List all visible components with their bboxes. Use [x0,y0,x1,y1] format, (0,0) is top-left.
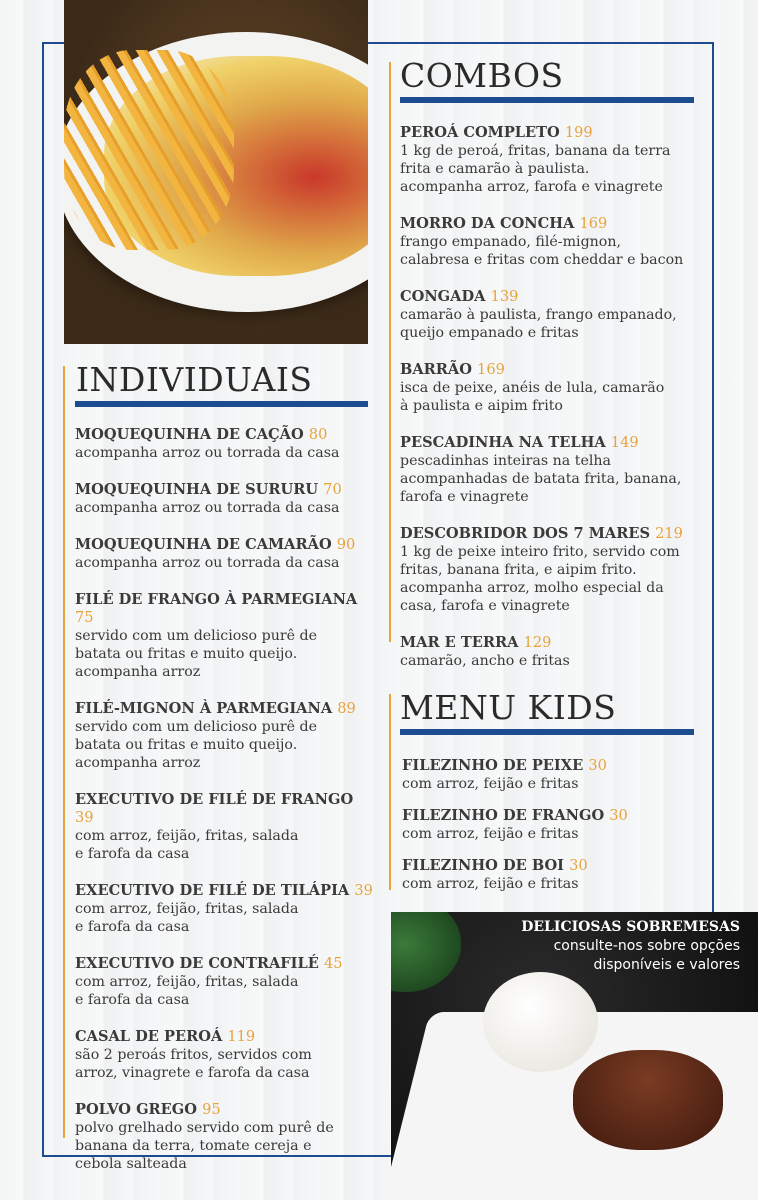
menu-item [75,882,375,936]
fries-shape [64,50,234,250]
item-price: 169 [477,361,505,378]
item-description: com arroz, feijão, fritas, salada e farofa da casa [75,974,299,1008]
parmegiana-photo [64,0,368,344]
item-name [75,1028,375,1046]
combos-list [400,124,710,670]
item-price: 70 [323,481,342,498]
item-name [75,955,375,973]
item-description: pescadinhas inteiras na telha acompanhadas de batata frita, banana, farofa e vinagrete [400,453,682,505]
dessert-title: DELICIOSAS SOBREMESAS [521,919,740,935]
item-price: 30 [609,807,628,824]
item-name-text: FILÉ-MIGNON À PARMEGIANA [75,700,333,717]
item-price: 30 [588,757,607,774]
item-name-text: EXECUTIVO DE FILÉ DE FRANGO [75,791,354,808]
item-price: 30 [569,857,588,874]
item-description: acompanha arroz ou torrada da casa [75,555,340,571]
item-name-text: EXECUTIVO DE CONTRAFILÉ [75,955,319,972]
menu-item [402,807,702,843]
item-name-text: BARRÃO [400,361,472,378]
individuais-list [75,426,375,1173]
item-description: acompanha arroz ou torrada da casa [75,500,340,516]
combos-bar [400,97,694,103]
item-name-text: MOQUEQUINHA DE CAÇÃO [75,426,304,443]
item-description: são 2 peroás fritos, servidos com arroz, vinagrete e farofa da casa [75,1047,312,1081]
item-name [400,215,710,233]
item-name [75,426,375,444]
item-price: 119 [227,1028,256,1045]
menu-item [400,634,710,670]
individuais-title: INDIVIDUAIS [76,360,313,399]
item-name [400,634,710,652]
item-price: 39 [75,809,94,826]
item-description: servido com um delicioso purê de batata ou fritas e muito queijo. acompanha arroz [75,719,317,771]
menu-item [400,215,710,269]
individuais-accent-line [63,366,65,1138]
item-name-text: CASAL DE PEROÁ [75,1028,223,1045]
item-description: com arroz, feijão e fritas [402,876,579,892]
individuais-bar [75,401,368,407]
menu-item [75,791,375,863]
leaf-shape [391,912,461,992]
item-price: 39 [354,882,373,899]
menu-item [400,361,710,415]
item-description: com arroz, feijão, fritas, salada e farofa da casa [75,828,299,862]
item-price: 129 [523,634,552,651]
lava-cake-shape [573,1050,723,1150]
menu-item [75,536,375,572]
menu-item [402,757,702,793]
item-name [402,807,702,825]
menu-item [75,1101,375,1173]
item-name [75,700,375,718]
item-name-text: PEROÁ COMPLETO [400,124,560,141]
item-price: 139 [490,288,519,305]
item-name-text: CONGADA [400,288,486,305]
item-name [400,525,710,543]
item-description: com arroz, feijão e fritas [402,826,579,842]
item-name-text: MOQUEQUINHA DE CAMARÃO [75,536,332,553]
dessert-caption [521,918,740,975]
item-name [400,361,710,379]
item-price: 75 [75,609,94,626]
item-name [75,882,375,900]
icecream-shape [483,972,598,1072]
item-description: camarão, ancho e fritas [400,653,570,669]
item-name [75,591,375,627]
menu-item [75,955,375,1009]
item-name-text: DESCOBRIDOR DOS 7 MARES [400,525,651,542]
menu-item [402,857,702,893]
menu-item [75,1028,375,1082]
menu-item [75,481,375,517]
menu-item [400,288,710,342]
item-name-text: FILÉ DE FRANGO À PARMEGIANA [75,591,358,608]
item-name [75,1101,375,1119]
item-name [75,536,375,554]
item-price: 149 [610,434,639,451]
item-description: com arroz, feijão e fritas [402,776,579,792]
item-name-text: FILEZINHO DE BOI [402,857,564,874]
menu-item [75,591,375,681]
item-description: polvo grelhado servido com purê de banana da terra, tomate cereja e cebola salteada [75,1120,334,1172]
item-name [400,434,710,452]
item-description: 1 kg de peixe inteiro frito, servido com fritas, banana frita, e aipim frito. acompanha arroz, molho especial da casa, farofa e vinagrete [400,544,680,614]
item-description: servido com um delicioso purê de batata ou fritas e muito queijo. acompanha arroz [75,628,317,680]
item-description: 1 kg de peroá, fritas, banana da terra frita e camarão à paulista. acompanha arroz, farofa e vinagrete [400,143,671,195]
dessert-line-1: consulte-nos sobre opções [553,938,740,954]
item-name [400,124,710,142]
item-name-text: FILEZINHO DE FRANGO [402,807,605,824]
menu-item [400,124,710,196]
menu-item [400,434,710,506]
item-name [400,288,710,306]
item-price: 95 [202,1101,221,1118]
combos-accent-line [389,62,391,642]
item-name [75,791,375,827]
item-description: camarão à paulista, frango empanado, queijo empanado e fritas [400,307,677,341]
item-name-text: MAR E TERRA [400,634,519,651]
item-price: 219 [655,525,683,542]
combos-title: COMBOS [400,56,564,95]
item-price: 80 [308,426,328,443]
item-price: 45 [323,955,343,972]
item-name-text: EXECUTIVO DE FILÉ DE TILÁPIA [75,882,350,899]
item-name-text: POLVO GREGO [75,1101,197,1118]
kids-list [402,757,702,893]
item-name [75,481,375,499]
menu-item [75,426,375,462]
kids-bar [400,729,694,735]
kids-accent-line [389,694,391,890]
item-name [402,857,702,875]
item-name-text: FILEZINHO DE PEIXE [402,757,584,774]
item-name-text: MORRO DA CONCHA [400,215,575,232]
item-description: com arroz, feijão, fritas, salada e farofa da casa [75,901,299,935]
item-price: 169 [579,215,608,232]
item-name [402,757,702,775]
menu-item [75,700,375,772]
item-name-text: PESCADINHA NA TELHA [400,434,606,451]
item-description: isca de peixe, anéis de lula, camarão à paulista e aipim frito [400,380,665,414]
item-description: acompanha arroz ou torrada da casa [75,445,340,461]
item-name-text: MOQUEQUINHA DE SURURU [75,481,319,498]
dessert-photo [391,912,758,1200]
item-price: 199 [564,124,593,141]
kids-title: MENU KIDS [400,688,617,727]
item-price: 90 [336,536,356,553]
dessert-line-2: disponíveis e valores [593,957,740,973]
item-price: 89 [337,700,356,717]
item-description: frango empanado, filé-mignon, calabresa e fritas com cheddar e bacon [400,234,684,268]
menu-item [400,525,710,615]
